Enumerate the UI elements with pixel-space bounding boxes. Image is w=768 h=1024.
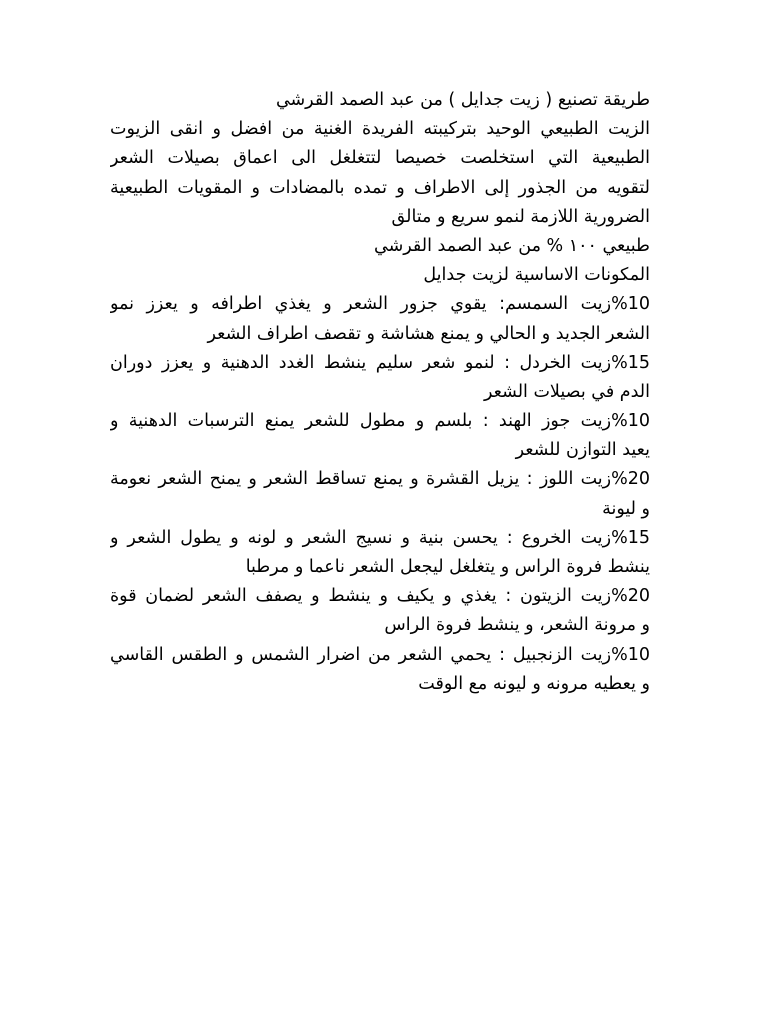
text-line: و ليونة xyxy=(602,498,650,519)
text-line: ينشط فروة الراس و يتغلغل ليجعل الشعر ناعما و مرطبا xyxy=(245,557,650,577)
text-line: الطبيعية التي استخلصت خصيصا لتتغلغل الى اعماق بصيلات الشعر xyxy=(110,148,650,169)
document-text xyxy=(110,86,650,699)
ingredient-line: %10زيت جوز الهند : بلسم و مطول للشعر يمنع الترسبات الدهنية و xyxy=(110,411,650,432)
ingredient-line: %15زيت الخردل : لنمو شعر سليم ينشط الغدد الدهنية و يعزز دوران xyxy=(110,352,650,373)
text-line: الزيت الطبيعي الوحيد بتركيبته الفريدة الغنية من افضل و انقى الزيوت xyxy=(110,119,650,140)
text-line: الدم في بصيلات الشعر xyxy=(483,381,650,402)
text-line: طبيعي ١٠٠ % من عبد الصمد القرشي xyxy=(374,235,650,256)
ingredient-line: %15زيت الخروع : يحسن بنية و نسيج الشعر و لونه و يطول الشعر و xyxy=(110,527,650,548)
text-line: الضرورية اللازمة لنمو سريع و متالق xyxy=(391,206,650,227)
ingredient-line: %10زيت السمسم: يقوي جزور الشعر و يغذي اطرافه و يعزز نمو xyxy=(110,294,650,315)
document-title-line: طريقة تصنيع ( زيت جدايل ) من عبد الصمد القرشي xyxy=(275,90,650,110)
ingredient-line: %20زيت اللوز : يزيل القشرة و يمنع تساقط الشعر و يمنح الشعر نعومة xyxy=(110,469,650,490)
ingredient-line: %20زيت الزيتون : يغذي و يكيف و ينشط و يصفف الشعر لضمان قوة xyxy=(110,586,650,607)
text-line: الشعر الجديد و الحالي و يمنع هشاشة و تقصف اطراف الشعر xyxy=(207,323,650,344)
text-line: لتقويه من الجذور إلى الاطراف و تمده بالمضادات و المقويات الطبيعية xyxy=(110,177,650,198)
section-heading-line: المكونات الاساسية لزيت جدايل xyxy=(423,265,650,286)
ingredient-line: %10زيت الزنجبيل : يحمي الشعر من اضرار الشمس و الطقس القاسي xyxy=(110,644,650,665)
text-line: و يعطيه مرونه و ليونه مع الوقت xyxy=(418,673,650,694)
text-line: يعيد التوازن للشعر xyxy=(515,440,650,461)
text-line: و مرونة الشعر، و ينشط فروة الراس xyxy=(384,615,650,636)
